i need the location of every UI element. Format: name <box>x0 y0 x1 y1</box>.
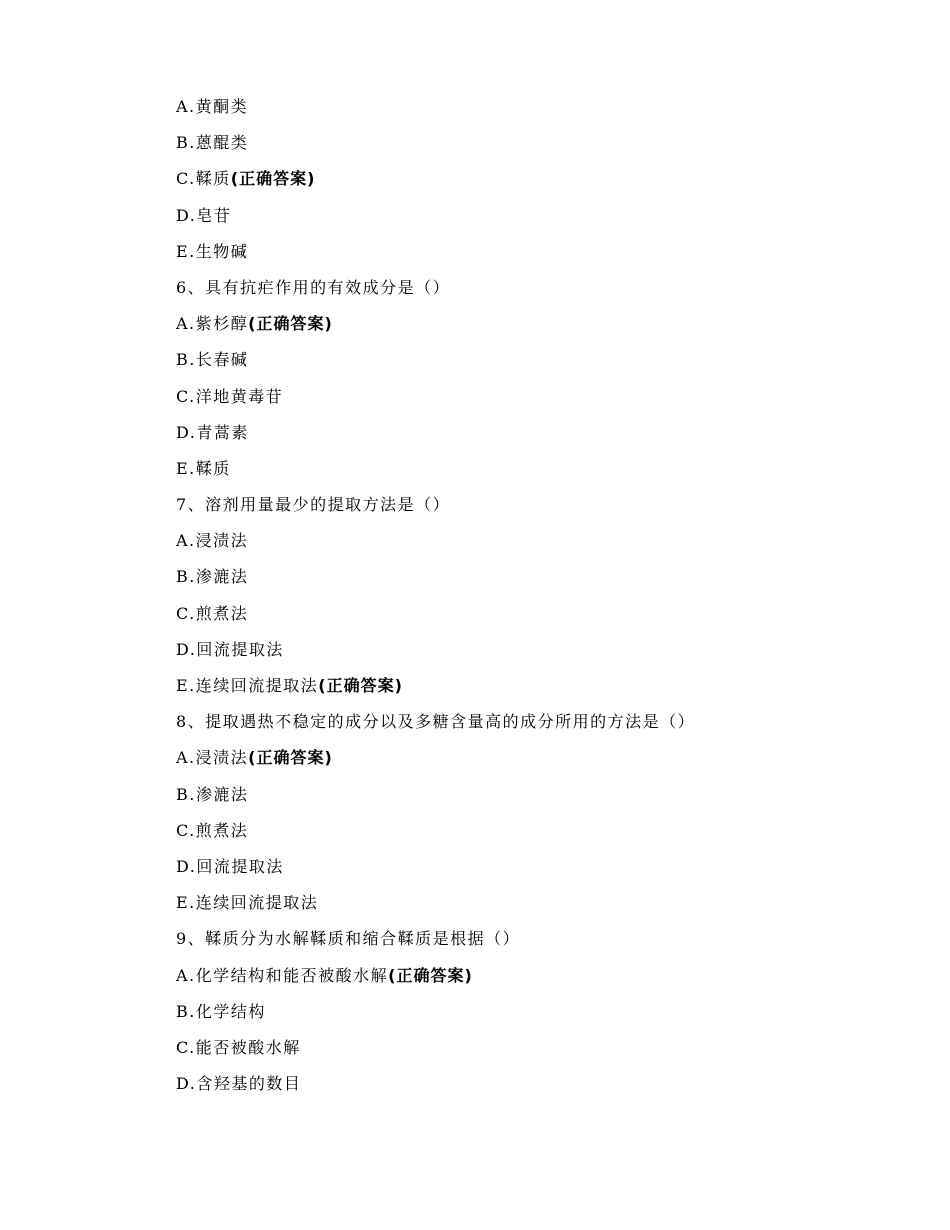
option-line <box>176 784 876 820</box>
option-line <box>176 349 876 385</box>
option-text: D.皂苷 <box>176 205 232 225</box>
correct-answer-mark: (正确答案) <box>248 314 333 334</box>
option-text: B.渗漉法 <box>176 567 249 587</box>
option-text: E.生物碱 <box>176 241 249 261</box>
option-line <box>176 422 876 458</box>
option-line <box>176 892 876 928</box>
option-line <box>176 132 876 168</box>
option-text: C.鞣质 <box>176 169 231 189</box>
option-line <box>176 965 876 1001</box>
option-line <box>176 1073 876 1109</box>
option-line <box>176 1001 876 1037</box>
option-text: B.渗漉法 <box>176 784 249 804</box>
option-text: B.化学结构 <box>176 1001 266 1021</box>
option-line <box>176 820 876 856</box>
question-text: 7、溶剂用量最少的提取方法是（） <box>176 495 451 515</box>
question-text: 6、具有抗疟作用的有效成分是（） <box>176 277 451 297</box>
option-text: B.蒽醌类 <box>176 133 249 153</box>
option-text: E.鞣质 <box>176 458 231 478</box>
option-line <box>176 168 876 204</box>
option-text: A.化学结构和能否被酸水解 <box>176 965 389 985</box>
option-line <box>176 603 876 639</box>
option-text: A.紫杉醇 <box>176 314 249 334</box>
option-text: D.含羟基的数目 <box>176 1074 302 1094</box>
option-text: B.长春碱 <box>176 350 249 370</box>
option-text: E.连续回流提取法 <box>176 676 319 695</box>
correct-answer-mark: (正确答案) <box>388 965 473 985</box>
option-line <box>176 241 876 277</box>
question-line <box>176 711 876 747</box>
option-text: D.回流提取法 <box>176 639 284 659</box>
option-line <box>176 639 876 675</box>
option-text: A.浸渍法 <box>176 748 249 768</box>
question-text: 8、提取遇热不稳定的成分以及多糖含量高的成分所用的方法是（） <box>176 712 696 732</box>
option-text: C.煎煮法 <box>176 820 249 840</box>
option-text: D.青蒿素 <box>176 422 249 442</box>
option-line <box>176 96 876 132</box>
question-line <box>176 277 876 313</box>
option-text: D.回流提取法 <box>176 856 284 876</box>
correct-answer-mark: (正确答案) <box>230 169 316 189</box>
option-line <box>176 856 876 892</box>
option-text: A.浸渍法 <box>176 531 249 551</box>
option-text: C.煎煮法 <box>176 603 249 623</box>
option-text: C.洋地黄毒苷 <box>176 386 284 406</box>
option-text: A.黄酮类 <box>176 97 249 116</box>
correct-answer-mark: (正确答案) <box>248 748 333 768</box>
option-line <box>176 675 876 711</box>
option-line <box>176 386 876 422</box>
question-text: 9、鞣质分为水解鞣质和缩合鞣质是根据（） <box>176 929 521 949</box>
option-line <box>176 458 876 494</box>
option-line <box>176 313 876 349</box>
option-text: E.连续回流提取法 <box>176 893 319 913</box>
option-line <box>176 1037 876 1073</box>
correct-answer-mark: (正确答案) <box>318 676 403 695</box>
question-line <box>176 928 876 964</box>
option-text: C.能否被酸水解 <box>176 1037 301 1057</box>
option-line <box>176 205 876 241</box>
question-list <box>176 96 876 1109</box>
option-line <box>176 566 876 602</box>
question-line <box>176 494 876 530</box>
option-line <box>176 530 876 566</box>
option-line <box>176 747 876 783</box>
